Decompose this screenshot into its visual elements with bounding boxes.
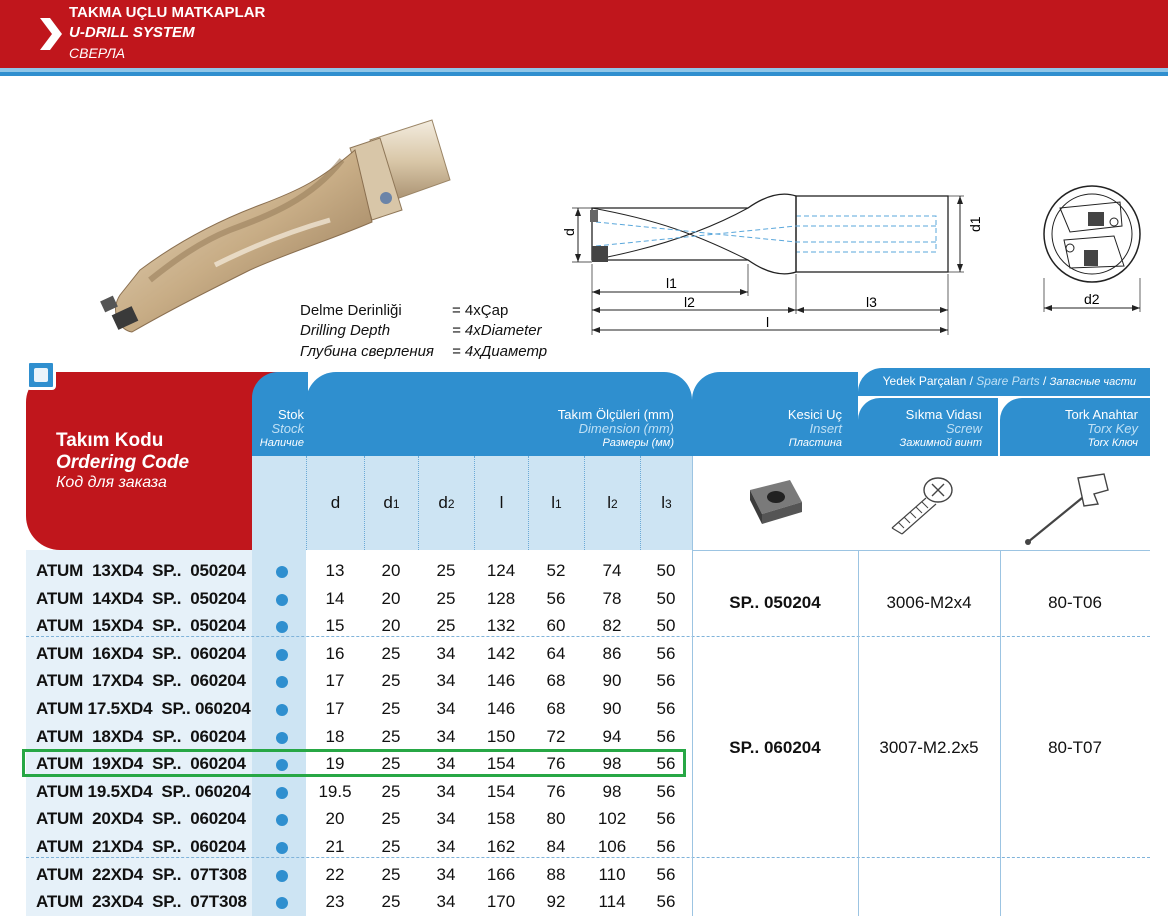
stock-dot-icon [276, 621, 288, 633]
ordering-code: ATUM 14XD4 SP.. 050204 [36, 588, 246, 608]
header-title-ru: СВЕРЛА [69, 45, 126, 61]
column-symbol: l [551, 493, 556, 512]
ordering-code: ATUM 15XD4 SP.. 050204 [36, 616, 246, 636]
dim-label-d: d [561, 228, 577, 236]
column-symbol: l [607, 493, 612, 512]
ordering-code: ATUM 17XD4 SP.. 060204 [36, 671, 246, 691]
group-torx-key: 80-T06 [1048, 593, 1102, 612]
dim-label-l3: l3 [866, 294, 877, 310]
column-subscript: 3 [665, 497, 672, 511]
column-subscript: 1 [392, 497, 400, 511]
highlighted-row [22, 749, 686, 777]
column-subscript: 2 [611, 497, 618, 511]
dimension-value: 20 [381, 561, 401, 580]
dimension-value: 142 [486, 643, 516, 663]
column-subscript: 1 [555, 497, 562, 511]
insert-header [692, 372, 858, 456]
dimension-value: 154 [486, 781, 516, 801]
dimension-value: 92 [546, 892, 566, 912]
dim-label-d2: d2 [1084, 291, 1100, 307]
group-screw: 3007-M2.2x5 [879, 738, 979, 757]
ordering-code: ATUM 20XD4 SP.. 060204 [36, 809, 246, 829]
dimension-value: 25 [381, 754, 401, 774]
depth-value-en: = 4xDiameter [452, 322, 542, 339]
spare-parts-header: Yedek Parçalan / Spare Parts / Запасные части [858, 368, 1150, 396]
drill-photo [80, 120, 460, 360]
dimension-value: 74 [602, 561, 622, 580]
dimension-value: 76 [546, 754, 566, 774]
depth-value-tr: = 4xÇap [452, 302, 509, 319]
chevron-right-icon [38, 16, 64, 52]
stock-header-ru: Наличие [259, 437, 304, 449]
dimension-value: 25 [381, 699, 401, 718]
group-divider [26, 857, 1150, 858]
dimension-column-header [306, 456, 364, 550]
dimension-value: 34 [436, 892, 456, 912]
insert-icon [740, 472, 810, 532]
dim-label-d1: d1 [967, 216, 983, 232]
table-row [26, 779, 692, 807]
stock-dot-icon [276, 649, 288, 661]
stock-symbol-cell [252, 456, 308, 550]
dimension-value: 132 [486, 616, 516, 636]
dimension-value: 90 [602, 699, 622, 718]
stock-dot-icon [276, 566, 288, 578]
ordering-code: ATUM 23XD4 SP.. 07T308 [36, 892, 247, 912]
dimension-value: 25 [436, 588, 456, 608]
dimension-value: 17 [325, 699, 345, 718]
dimension-header-en: Dimension (mm) [578, 421, 674, 436]
dimension-value: 98 [602, 754, 622, 774]
dimension-value: 76 [546, 781, 566, 801]
dimension-value: 19 [325, 754, 345, 774]
stock-header-en: Stock [271, 421, 304, 436]
dimension-value: 16 [325, 643, 345, 663]
spare-parts-header-tr: Yedek Parçalan [882, 374, 967, 388]
depth-label-ru: Глубина сверления [300, 343, 434, 360]
dimension-value: 154 [486, 754, 516, 774]
dimension-column-header [584, 456, 640, 550]
dimension-header-ru: Размеры (мм) [602, 437, 674, 449]
dimension-value: 158 [486, 809, 516, 829]
dimension-value: 56 [656, 781, 676, 801]
dimension-value: 60 [546, 616, 566, 636]
dimension-value: 17 [325, 671, 345, 691]
dimension-column-header [640, 456, 692, 550]
table-row [26, 668, 692, 696]
dimension-value: 106 [597, 837, 627, 856]
dimension-value: 68 [546, 699, 566, 718]
dimension-value: 56 [656, 726, 676, 746]
torx-key-header-tr: Tork Anahtar [1065, 407, 1138, 422]
dimension-value: 34 [436, 643, 456, 663]
dimension-value: 25 [381, 726, 401, 746]
ordering-code: ATUM 19XD4 SP.. 060204 [36, 754, 246, 774]
dimension-value: 166 [486, 864, 516, 884]
spare-parts-header-ru: Запасные части [1049, 376, 1136, 388]
dimension-value: 25 [381, 892, 401, 912]
dimension-value: 56 [656, 892, 676, 912]
ordering-code: ATUM 21XD4 SP.. 060204 [36, 837, 246, 856]
dimension-value: 124 [486, 561, 516, 580]
ordering-code-title-tr: Takım Kodu [56, 430, 164, 451]
dimension-value: 56 [656, 671, 676, 691]
dimension-value: 170 [486, 892, 516, 912]
table-row [26, 724, 692, 752]
column-subscript: 2 [447, 497, 455, 511]
insert-header-en: Insert [809, 421, 842, 436]
end-view-drawing [1030, 178, 1160, 318]
dimension-value: 25 [381, 864, 401, 884]
dimension-value: 34 [436, 781, 456, 801]
dimension-value: 94 [602, 726, 622, 746]
stock-header [252, 372, 308, 456]
group-divider [26, 636, 1150, 637]
header-stripe [0, 72, 1168, 76]
column-divider [692, 456, 693, 916]
dimension-value: 52 [546, 561, 566, 580]
dimension-value: 25 [381, 671, 401, 691]
dimension-column-header [364, 456, 418, 550]
dimension-value: 56 [656, 837, 676, 856]
screw-header-en: Screw [945, 421, 982, 436]
dimension-value: 25 [381, 837, 401, 856]
depth-value-ru: = 4xДиаметр [452, 343, 548, 360]
depth-label-tr: Delme Derinliği [300, 302, 402, 319]
dimension-value: 22 [325, 864, 345, 884]
dim-label-l2: l2 [684, 294, 695, 310]
dimension-value: 110 [598, 864, 626, 884]
dimension-value: 102 [597, 809, 627, 829]
dimension-value: 25 [381, 781, 401, 801]
dimension-value: 80 [546, 809, 566, 829]
stock-dot-icon [276, 842, 288, 854]
dimension-column-header [474, 456, 528, 550]
stock-header-tr: Stok [277, 407, 304, 422]
dimension-value: 34 [436, 726, 456, 746]
dimension-value: 162 [486, 837, 516, 856]
depth-label-en: Drilling Depth [300, 322, 391, 339]
stock-dot-icon [276, 676, 288, 688]
stock-dot-icon [276, 594, 288, 606]
group-torx-key: 80-T07 [1048, 738, 1102, 757]
table-row [26, 696, 692, 724]
screw-header [858, 398, 998, 456]
ordering-code-title-en: Ordering Code [56, 452, 190, 473]
dimension-value: 34 [436, 837, 456, 856]
torx-key-header [1000, 398, 1150, 456]
dimension-value: 25 [436, 616, 456, 636]
ordering-code: ATUM 16XD4 SP.. 060204 [36, 643, 246, 663]
column-symbol: d [438, 493, 448, 512]
table-row [26, 586, 692, 614]
stock-dot-icon [276, 870, 288, 882]
dimension-column-header [528, 456, 584, 550]
dimension-value: 72 [546, 726, 566, 746]
dimension-value: 20 [381, 616, 401, 636]
dimension-value: 21 [325, 837, 345, 856]
dimension-value: 23 [325, 892, 345, 912]
dimension-value: 34 [436, 754, 456, 774]
dimension-value: 78 [602, 588, 622, 608]
dimension-column-header [418, 456, 474, 550]
dimension-value: 34 [436, 671, 456, 691]
dimension-value: 34 [436, 699, 456, 718]
dimension-value: 114 [598, 892, 626, 912]
group-insert: SP.. 060204 [729, 738, 821, 757]
dimension-value: 86 [602, 643, 622, 663]
table-row [26, 862, 692, 890]
ordering-code: ATUM 18XD4 SP.. 060204 [36, 726, 246, 746]
ordering-code-title-ru: Код для заказа [56, 474, 167, 491]
dimension-value: 56 [656, 643, 676, 663]
dimension-value: 56 [656, 864, 676, 884]
dimension-value: 82 [602, 616, 622, 636]
dimension-value: 88 [546, 864, 566, 884]
section-tab-icon [26, 360, 56, 390]
stock-dot-icon [276, 732, 288, 744]
torx-key-icon [1018, 468, 1118, 550]
technical-drawing [548, 180, 983, 340]
dimension-value: 25 [381, 643, 401, 663]
dimension-value: 56 [546, 588, 566, 608]
group-divider [692, 550, 1150, 551]
dimension-value: 14 [325, 588, 345, 608]
dimension-value: 19.5 [318, 781, 352, 801]
stock-dot-icon [276, 897, 288, 909]
dimension-value: 68 [546, 671, 566, 691]
dimension-value: 84 [546, 837, 566, 856]
table-row [26, 641, 692, 669]
screw-header-tr: Sıkma Vidası [905, 407, 982, 422]
dimension-header-tr: Takım Ölçüleri (mm) [557, 407, 674, 422]
dimension-value: 18 [325, 726, 345, 746]
dimension-value: 15 [325, 616, 345, 636]
dimension-value: 34 [436, 809, 456, 829]
dimension-value: 34 [436, 864, 456, 884]
dimension-value: 56 [656, 754, 676, 774]
group-screw: 3006-M2x4 [886, 593, 972, 612]
header-title-tr: TAKMA UÇLU MATKAPLAR [69, 4, 266, 21]
dimension-value: 64 [546, 643, 566, 663]
dim-label-l1: l1 [666, 275, 677, 291]
dimension-value: 13 [325, 561, 345, 580]
torx-key-header-ru: Torx Ключ [1087, 437, 1138, 449]
spare-parts-header-en: Spare Parts [976, 374, 1040, 388]
column-symbol: l [499, 493, 504, 512]
dimension-value: 56 [656, 809, 676, 829]
dimension-value: 146 [486, 671, 516, 691]
table-row [26, 806, 692, 834]
dimension-value: 150 [486, 726, 516, 746]
dimension-value: 50 [656, 616, 676, 636]
stock-dot-icon [276, 814, 288, 826]
group-insert: SP.. 050204 [729, 593, 821, 612]
torx-key-header-en: Torx Key [1087, 421, 1138, 436]
ordering-code: ATUM 22XD4 SP.. 07T308 [36, 864, 247, 884]
table-row [26, 889, 692, 917]
screw-header-ru: Зажимной винт [899, 437, 982, 449]
dimension-value: 56 [656, 699, 676, 718]
insert-header-ru: Пластина [788, 437, 842, 449]
stock-dot-icon [276, 787, 288, 799]
ordering-code: ATUM 19.5XD4 SP.. 060204 [36, 781, 251, 801]
dimension-value: 20 [325, 809, 345, 829]
dimension-value: 90 [602, 671, 622, 691]
dimension-value: 50 [656, 588, 676, 608]
dimension-value: 20 [381, 588, 401, 608]
dimension-value: 50 [656, 561, 676, 580]
ordering-table [0, 360, 1168, 916]
dimension-value: 98 [602, 781, 622, 801]
dimension-header [306, 372, 692, 456]
stock-dot-icon [276, 704, 288, 716]
column-symbol: l [661, 493, 666, 512]
table-row [26, 558, 692, 586]
column-symbol: d [330, 493, 341, 512]
screw-icon [880, 470, 960, 540]
ordering-code: ATUM 17.5XD4 SP.. 060204 [36, 699, 251, 718]
dimension-value: 25 [436, 561, 456, 580]
dimension-value: 25 [381, 809, 401, 829]
dim-label-l: l [766, 314, 770, 330]
header-title-en: U-DRILL SYSTEM [69, 24, 195, 41]
ordering-code: ATUM 13XD4 SP.. 050204 [36, 561, 246, 580]
insert-header-tr: Kesici Uç [787, 407, 842, 422]
dimension-value: 146 [486, 699, 516, 718]
dimension-value: 128 [486, 588, 516, 608]
column-symbol: d [383, 493, 393, 512]
